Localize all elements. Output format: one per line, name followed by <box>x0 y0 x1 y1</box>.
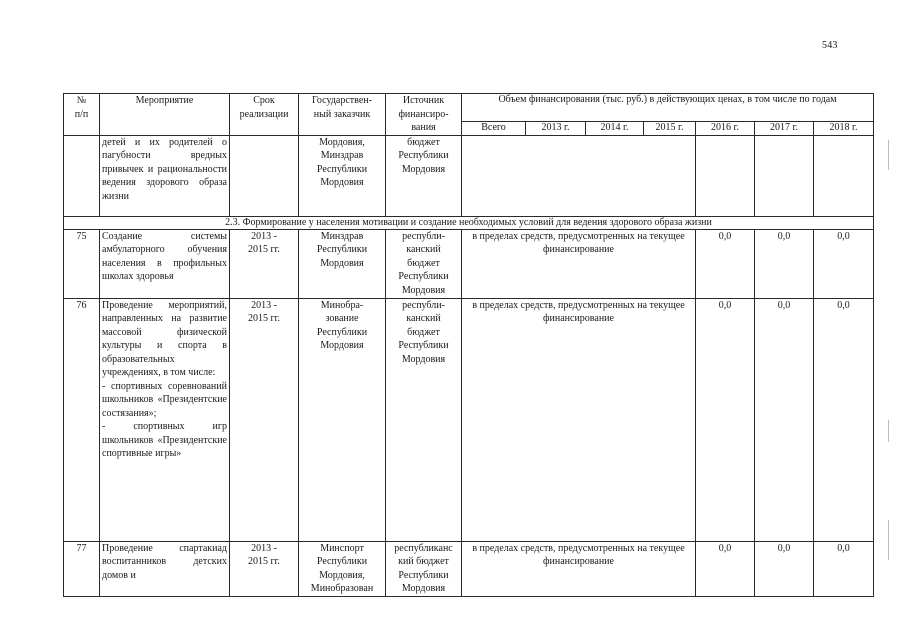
scan-artifact <box>888 140 889 170</box>
source-cell: республиканс кий бюджет Республики Мордовия <box>386 541 462 596</box>
header-year-2018: 2018 г. <box>814 121 874 135</box>
source-cell: республи- канский бюджет Республики Мордовия <box>386 298 462 541</box>
header-year-2013: 2013 г. <box>526 121 586 135</box>
header-year-2014: 2014 г. <box>586 121 644 135</box>
value-2017: 0,0 <box>755 298 814 541</box>
row-num: 77 <box>64 541 100 596</box>
budget-table <box>63 93 874 597</box>
value-2018: 0,0 <box>814 541 874 596</box>
customer-cell: Минспорт Республики Мордовия, Минобразован <box>299 541 386 596</box>
section-row <box>64 216 874 229</box>
header-year-2015: 2015 г. <box>644 121 696 135</box>
section-title: 2.3. Формирование у населения мотивации и создание необходимых условий для ведения здорового образа жизни <box>64 216 874 229</box>
value-2018: 0,0 <box>814 229 874 298</box>
header-financing: Объем финансирования (тыс. руб.) в действующих ценах, в том числе по годам <box>462 94 874 122</box>
header-year-2017: 2017 г. <box>755 121 814 135</box>
event-cell: Создание системы амбулаторного обучения населения в профильных школах здоровья <box>100 229 230 298</box>
header-row <box>64 94 874 122</box>
financing-cell: в пределах средств, предусмотренных на текущее финансирование <box>462 541 696 596</box>
customer-cell: Минздрав Республики Мордовия <box>299 229 386 298</box>
scan-artifact <box>888 520 889 560</box>
event-subitem: - спортивных соревнований школьников «Президентские состязания»; <box>102 380 227 419</box>
header-total: Всего <box>462 121 526 135</box>
event-text: Проведение мероприятий, направленных на развитие массовой физической культуры и спорта в образовательных учреждениях, в том числе: <box>102 299 227 378</box>
source-cell: бюджет Республики Мордовия <box>386 135 462 216</box>
header-event: Мероприятие <box>100 94 230 136</box>
row-num: 75 <box>64 229 100 298</box>
header-num: № п/п <box>64 94 100 136</box>
header-term: Срок реализации <box>230 94 299 136</box>
value-2018: 0,0 <box>814 298 874 541</box>
financing-cell: в пределах средств, предусмотренных на текущее финансирование <box>462 229 696 298</box>
table-row <box>64 298 874 541</box>
value-2016: 0,0 <box>696 298 755 541</box>
event-cell: детей и их родителей о пагубности вредных привычек и рациональности ведения здорового образа жизни <box>100 135 230 216</box>
term-cell: 2013 - 2015 гг. <box>230 541 299 596</box>
customer-cell: Минобра- зование Республики Мордовия <box>299 298 386 541</box>
scan-artifact <box>888 420 889 442</box>
event-cell: Проведение спартакиад воспитанников детских домов и <box>100 541 230 596</box>
table-row <box>64 541 874 596</box>
row-num: 76 <box>64 298 100 541</box>
value-2017: 0,0 <box>755 229 814 298</box>
customer-cell: Мордовия, Минздрав Республики Мордовия <box>299 135 386 216</box>
table-row-continuation <box>64 135 874 216</box>
header-customer: Государствен- ный заказчик <box>299 94 386 136</box>
page-number: 543 <box>822 40 838 51</box>
event-subitem: - спортивных игр школьников «Президентские спортивные игры» <box>102 421 227 459</box>
term-cell: 2013 - 2015 гг. <box>230 229 299 298</box>
financing-cell: в пределах средств, предусмотренных на текущее финансирование <box>462 298 696 541</box>
source-cell: республи- канский бюджет Республики Мордовия <box>386 229 462 298</box>
header-source: Источник финансиро- вания <box>386 94 462 136</box>
value-2016: 0,0 <box>696 541 755 596</box>
term-cell: 2013 - 2015 гг. <box>230 298 299 541</box>
table-row <box>64 229 874 298</box>
header-year-2016: 2016 г. <box>696 121 755 135</box>
event-cell <box>100 298 230 541</box>
value-2016: 0,0 <box>696 229 755 298</box>
value-2017: 0,0 <box>755 541 814 596</box>
